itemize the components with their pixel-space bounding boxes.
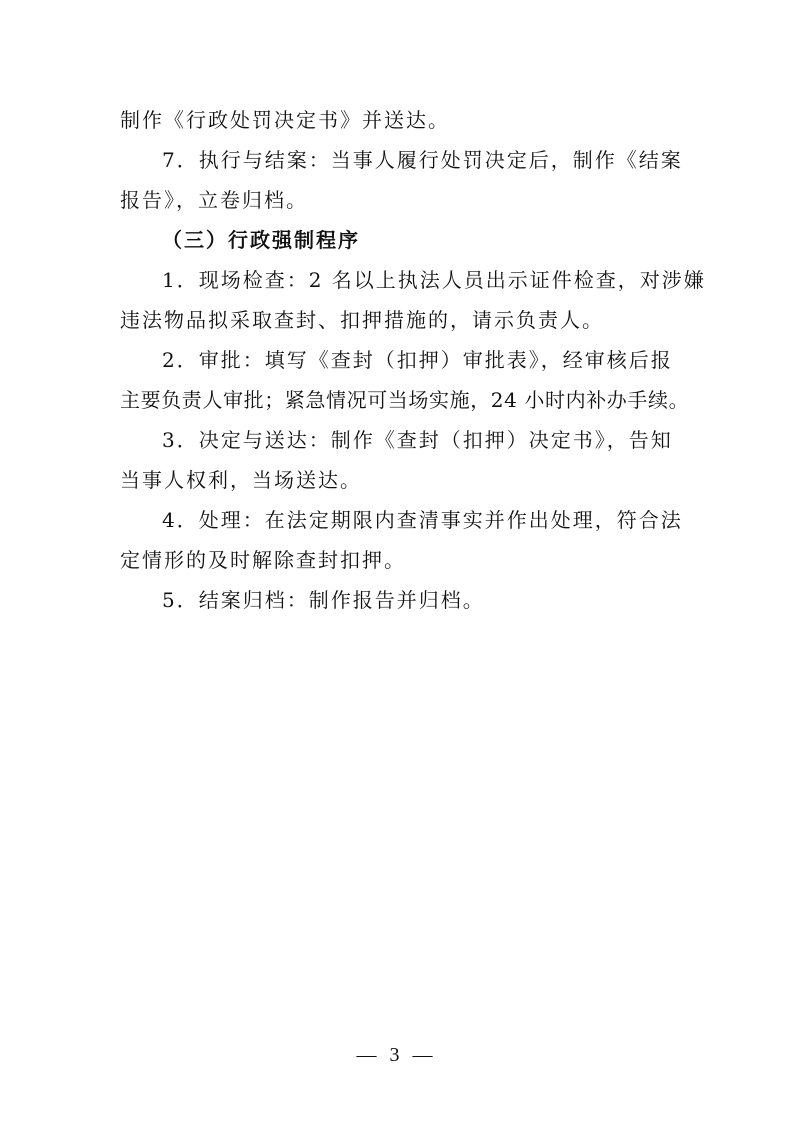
text-line: 定情形的及时解除查封扣押。 xyxy=(120,548,406,572)
text-line: 制作《行政处罚决定书》并送达。 xyxy=(120,108,450,132)
text-line: 报告》，立卷归档。 xyxy=(120,188,308,212)
text-line: 1．现场检查：2 名以上执法人员出示证件检查，对涉嫌 xyxy=(162,268,706,292)
paragraph-step-2-approval xyxy=(120,340,690,420)
paragraph-step-3-decision-delivery xyxy=(120,420,680,500)
page-number: — 3 — xyxy=(356,1044,437,1066)
text-line: 违法物品拟采取查封、扣押措施的，请示负责人。 xyxy=(120,308,604,332)
paragraph-step-4-handling xyxy=(120,500,683,580)
document-body xyxy=(120,100,706,620)
paragraph-step-7-execution xyxy=(120,140,683,220)
text-line: 7．执行与结案：当事人履行处罚决定后，制作《结案 xyxy=(162,148,683,172)
text-line: 3．决定与送达：制作《查封（扣押）决定书》，告知 xyxy=(162,428,673,452)
text-line: 2．审批：填写《查封（扣押）审批表》，经审核后报 xyxy=(162,348,673,372)
section-heading-administrative-enforcement xyxy=(120,220,680,260)
text-line: 当事人权利，当场送达。 xyxy=(120,468,362,492)
text-line: 4．处理：在法定期限内查清事实并作出处理，符合法 xyxy=(162,508,683,532)
text-line: 5．结案归档：制作报告并归档。 xyxy=(162,588,485,612)
paragraph-penalty-decision-end xyxy=(120,100,680,140)
text-line: 主要负责人审批；紧急情况可当场实施，24 小时内补办手续。 xyxy=(120,388,690,412)
paragraph-step-5-archiving xyxy=(120,580,680,620)
section-heading: （三）行政强制程序 xyxy=(162,228,360,252)
paragraph-step-1-inspection xyxy=(120,260,706,340)
